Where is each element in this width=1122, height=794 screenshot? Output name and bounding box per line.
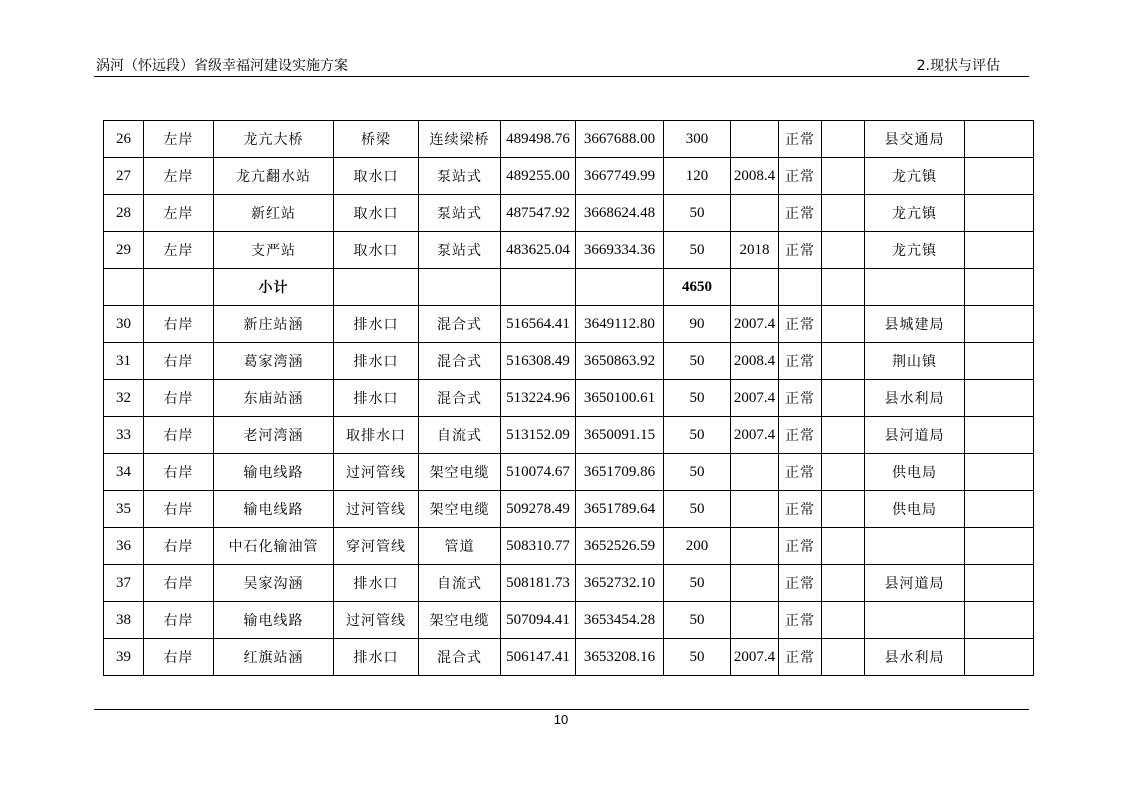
subtotal-label: 小计: [214, 269, 334, 306]
cell-type: 架空电缆: [419, 491, 501, 528]
cell-remark: [965, 602, 1034, 639]
table-row: [104, 343, 1034, 380]
cell-number: 37: [104, 565, 144, 602]
cell-remark: [965, 343, 1034, 380]
cell-blank: [822, 306, 865, 343]
cell-management-unit: 县水利局: [865, 380, 965, 417]
cell-status: 正常: [779, 528, 822, 565]
cell-bank: 右岸: [144, 306, 214, 343]
cell-remark: [965, 639, 1034, 676]
cell-x-coordinate: 483625.04: [501, 232, 576, 269]
cell-status: 正常: [779, 195, 822, 232]
section-title: 2.现状与评估: [916, 58, 1000, 74]
cell-name: 输电线路: [214, 602, 334, 639]
subtotal-value: 4650: [664, 269, 731, 306]
cell-y-coordinate: 3667749.99: [576, 158, 664, 195]
cell-category: 取水口: [334, 195, 419, 232]
cell-category: 排水口: [334, 306, 419, 343]
cell-category: 过河管线: [334, 491, 419, 528]
cell-name: 输电线路: [214, 454, 334, 491]
table-cell: [865, 269, 965, 306]
document-title: 涡河（怀远段）省级幸福河建设实施方案: [96, 58, 348, 74]
header-divider: [94, 76, 1029, 77]
cell-y-coordinate: 3650863.92: [576, 343, 664, 380]
cell-number: 33: [104, 417, 144, 454]
cell-name: 龙亢大桥: [214, 121, 334, 158]
cell-category: 排水口: [334, 565, 419, 602]
cell-category: 桥梁: [334, 121, 419, 158]
cell-bank: 左岸: [144, 158, 214, 195]
cell-bank: 右岸: [144, 602, 214, 639]
cell-remark: [965, 306, 1034, 343]
cell-bank: 右岸: [144, 380, 214, 417]
cell-type: 连续梁桥: [419, 121, 501, 158]
table-cell: [576, 269, 664, 306]
cell-name: 红旗站涵: [214, 639, 334, 676]
cell-size: 50: [664, 491, 731, 528]
cell-blank: [822, 491, 865, 528]
cell-type: 管道: [419, 528, 501, 565]
cell-x-coordinate: 513152.09: [501, 417, 576, 454]
cell-remark: [965, 417, 1034, 454]
cell-number: 26: [104, 121, 144, 158]
cell-size: 50: [664, 195, 731, 232]
cell-management-unit: 县河道局: [865, 565, 965, 602]
cell-bank: 左岸: [144, 195, 214, 232]
cell-year: [731, 195, 779, 232]
cell-management-unit: 龙亢镇: [865, 195, 965, 232]
cell-bank: 右岸: [144, 454, 214, 491]
cell-size: 50: [664, 343, 731, 380]
cell-status: 正常: [779, 380, 822, 417]
cell-type: 泵站式: [419, 195, 501, 232]
cell-x-coordinate: 516308.49: [501, 343, 576, 380]
cell-blank: [822, 528, 865, 565]
cell-year: [731, 602, 779, 639]
cell-name: 中石化输油管: [214, 528, 334, 565]
cell-status: 正常: [779, 158, 822, 195]
cell-number: 32: [104, 380, 144, 417]
cell-category: 穿河管线: [334, 528, 419, 565]
cell-name: 老河湾涵: [214, 417, 334, 454]
cell-y-coordinate: 3669334.36: [576, 232, 664, 269]
cell-year: 2007.4: [731, 306, 779, 343]
cell-bank: 右岸: [144, 565, 214, 602]
cell-status: 正常: [779, 454, 822, 491]
facility-table: [103, 120, 1034, 676]
footer-divider: [94, 709, 1029, 710]
cell-y-coordinate: 3651789.64: [576, 491, 664, 528]
cell-year: 2007.4: [731, 639, 779, 676]
cell-name: 输电线路: [214, 491, 334, 528]
cell-x-coordinate: 507094.41: [501, 602, 576, 639]
cell-bank: 右岸: [144, 639, 214, 676]
cell-type: 自流式: [419, 417, 501, 454]
cell-management-unit: 县交通局: [865, 121, 965, 158]
cell-number: 35: [104, 491, 144, 528]
cell-x-coordinate: 513224.96: [501, 380, 576, 417]
page-number: 10: [553, 712, 569, 727]
cell-management-unit: 县城建局: [865, 306, 965, 343]
cell-size: 300: [664, 121, 731, 158]
cell-bank: 右岸: [144, 528, 214, 565]
cell-y-coordinate: 3650100.61: [576, 380, 664, 417]
cell-management-unit: 县水利局: [865, 639, 965, 676]
table-row: [104, 195, 1034, 232]
cell-bank: 右岸: [144, 491, 214, 528]
cell-type: 混合式: [419, 306, 501, 343]
cell-status: 正常: [779, 639, 822, 676]
subtotal-row: [104, 269, 1034, 306]
cell-status: 正常: [779, 343, 822, 380]
cell-category: 过河管线: [334, 454, 419, 491]
cell-remark: [965, 121, 1034, 158]
cell-x-coordinate: 510074.67: [501, 454, 576, 491]
cell-number: 38: [104, 602, 144, 639]
cell-name: 东庙站涵: [214, 380, 334, 417]
cell-x-coordinate: 508181.73: [501, 565, 576, 602]
cell-number: 39: [104, 639, 144, 676]
cell-name: 新红站: [214, 195, 334, 232]
cell-remark: [965, 380, 1034, 417]
cell-category: 取排水口: [334, 417, 419, 454]
cell-category: 排水口: [334, 639, 419, 676]
table-row: [104, 232, 1034, 269]
cell-management-unit: 龙亢镇: [865, 232, 965, 269]
cell-management-unit: 县河道局: [865, 417, 965, 454]
cell-remark: [965, 195, 1034, 232]
cell-number: 34: [104, 454, 144, 491]
cell-number: 36: [104, 528, 144, 565]
cell-category: 排水口: [334, 343, 419, 380]
cell-category: 取水口: [334, 158, 419, 195]
table-cell: [419, 269, 501, 306]
table-body-right-bank: [104, 306, 1034, 676]
cell-status: 正常: [779, 306, 822, 343]
cell-status: 正常: [779, 232, 822, 269]
table-cell: [501, 269, 576, 306]
table-cell: [822, 269, 865, 306]
cell-status: 正常: [779, 417, 822, 454]
table-body-subtotal: [104, 269, 1034, 306]
cell-size: 50: [664, 565, 731, 602]
cell-blank: [822, 639, 865, 676]
cell-status: 正常: [779, 565, 822, 602]
cell-x-coordinate: 489498.76: [501, 121, 576, 158]
cell-number: 29: [104, 232, 144, 269]
cell-x-coordinate: 489255.00: [501, 158, 576, 195]
table-row: [104, 158, 1034, 195]
table-row: [104, 121, 1034, 158]
cell-name: 新庄站涵: [214, 306, 334, 343]
cell-number: 28: [104, 195, 144, 232]
cell-name: 龙亢翻水站: [214, 158, 334, 195]
cell-remark: [965, 565, 1034, 602]
cell-size: 200: [664, 528, 731, 565]
cell-blank: [822, 565, 865, 602]
cell-blank: [822, 121, 865, 158]
cell-type: 泵站式: [419, 232, 501, 269]
table-cell: [731, 269, 779, 306]
cell-year: [731, 454, 779, 491]
table-row: [104, 528, 1034, 565]
cell-type: 架空电缆: [419, 602, 501, 639]
cell-management-unit: 龙亢镇: [865, 158, 965, 195]
cell-size: 50: [664, 454, 731, 491]
cell-type: 混合式: [419, 380, 501, 417]
cell-status: 正常: [779, 121, 822, 158]
table-cell: [144, 269, 214, 306]
cell-x-coordinate: 516564.41: [501, 306, 576, 343]
table-row: [104, 565, 1034, 602]
cell-type: 混合式: [419, 639, 501, 676]
cell-size: 50: [664, 380, 731, 417]
cell-size: 120: [664, 158, 731, 195]
cell-type: 混合式: [419, 343, 501, 380]
table-cell: [779, 269, 822, 306]
cell-size: 50: [664, 639, 731, 676]
cell-remark: [965, 454, 1034, 491]
cell-blank: [822, 380, 865, 417]
table-row: [104, 417, 1034, 454]
cell-x-coordinate: 508310.77: [501, 528, 576, 565]
cell-bank: 右岸: [144, 343, 214, 380]
cell-x-coordinate: 506147.41: [501, 639, 576, 676]
cell-type: 自流式: [419, 565, 501, 602]
cell-bank: 右岸: [144, 417, 214, 454]
cell-size: 50: [664, 602, 731, 639]
cell-year: 2007.4: [731, 380, 779, 417]
cell-management-unit: 供电局: [865, 454, 965, 491]
cell-bank: 左岸: [144, 232, 214, 269]
cell-size: 50: [664, 232, 731, 269]
cell-year: [731, 491, 779, 528]
table-cell: [334, 269, 419, 306]
cell-name: 葛家湾涵: [214, 343, 334, 380]
cell-blank: [822, 158, 865, 195]
cell-management-unit: 荆山镇: [865, 343, 965, 380]
table-cell: [104, 269, 144, 306]
cell-type: 架空电缆: [419, 454, 501, 491]
table-row: [104, 491, 1034, 528]
cell-blank: [822, 343, 865, 380]
cell-blank: [822, 602, 865, 639]
cell-number: 31: [104, 343, 144, 380]
cell-year: 2008.4: [731, 343, 779, 380]
cell-y-coordinate: 3652732.10: [576, 565, 664, 602]
cell-x-coordinate: 487547.92: [501, 195, 576, 232]
cell-y-coordinate: 3668624.48: [576, 195, 664, 232]
cell-y-coordinate: 3649112.80: [576, 306, 664, 343]
cell-y-coordinate: 3653454.28: [576, 602, 664, 639]
table-row: [104, 306, 1034, 343]
cell-management-unit: [865, 602, 965, 639]
cell-blank: [822, 417, 865, 454]
cell-management-unit: 供电局: [865, 491, 965, 528]
cell-number: 27: [104, 158, 144, 195]
cell-name: 吴家沟涵: [214, 565, 334, 602]
cell-year: [731, 565, 779, 602]
cell-bank: 左岸: [144, 121, 214, 158]
cell-status: 正常: [779, 602, 822, 639]
cell-management-unit: [865, 528, 965, 565]
cell-year: 2007.4: [731, 417, 779, 454]
table-cell: [965, 269, 1034, 306]
cell-size: 90: [664, 306, 731, 343]
cell-remark: [965, 158, 1034, 195]
cell-y-coordinate: 3653208.16: [576, 639, 664, 676]
cell-blank: [822, 195, 865, 232]
table-row: [104, 454, 1034, 491]
table-row: [104, 639, 1034, 676]
table-row: [104, 602, 1034, 639]
cell-blank: [822, 454, 865, 491]
cell-y-coordinate: 3651709.86: [576, 454, 664, 491]
cell-category: 过河管线: [334, 602, 419, 639]
cell-y-coordinate: 3667688.00: [576, 121, 664, 158]
cell-y-coordinate: 3652526.59: [576, 528, 664, 565]
cell-size: 50: [664, 417, 731, 454]
table-body-left-bank: [104, 121, 1034, 269]
cell-year: [731, 528, 779, 565]
cell-blank: [822, 232, 865, 269]
cell-category: 取水口: [334, 232, 419, 269]
table-row: [104, 380, 1034, 417]
cell-y-coordinate: 3650091.15: [576, 417, 664, 454]
cell-remark: [965, 491, 1034, 528]
cell-x-coordinate: 509278.49: [501, 491, 576, 528]
cell-number: 30: [104, 306, 144, 343]
cell-remark: [965, 528, 1034, 565]
cell-status: 正常: [779, 491, 822, 528]
cell-type: 泵站式: [419, 158, 501, 195]
cell-year: 2018: [731, 232, 779, 269]
cell-remark: [965, 232, 1034, 269]
cell-name: 支严站: [214, 232, 334, 269]
cell-category: 排水口: [334, 380, 419, 417]
cell-year: [731, 121, 779, 158]
cell-year: 2008.4: [731, 158, 779, 195]
